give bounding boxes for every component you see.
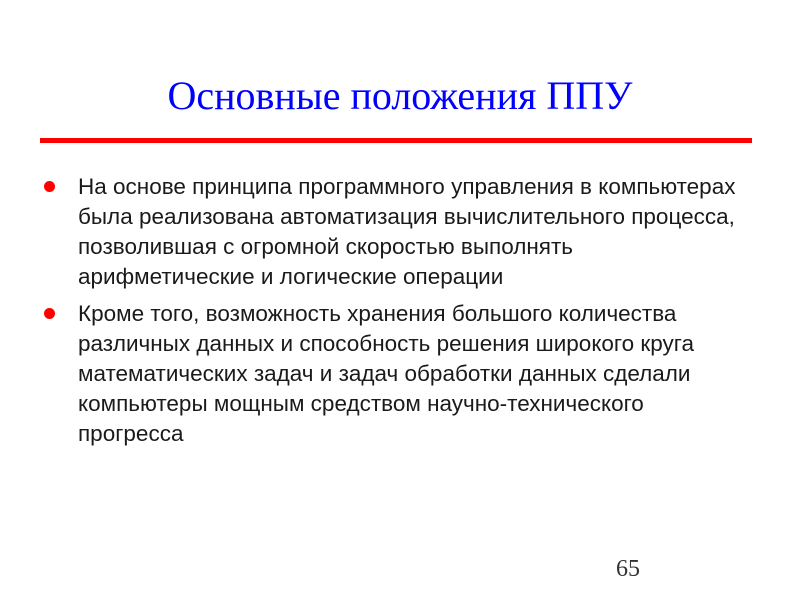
slide-title: Основные положения ППУ [167,73,633,118]
bullet-item [40,299,745,449]
bullet-text: На основе принципа программного управления в компьютерах была реализована автоматизация вычислительного процесса, позволившая с огромной скоростью выполнять арифметические и логические операции [78,174,736,289]
bullet-item [40,172,745,292]
bullet-list [40,172,745,456]
title-underline-rule [40,138,752,143]
page-number: 65 [616,556,640,582]
title-underline-bar [40,138,752,143]
bullet-text: Кроме того, возможность хранения большого количества различных данных и способность решения широкого круга математических задач и задач обработки данных сделали компьютеры мощным средством научно-технического прогресса [78,301,694,446]
bullet-dot-icon [44,181,55,192]
bullet-dot-icon [44,308,55,319]
